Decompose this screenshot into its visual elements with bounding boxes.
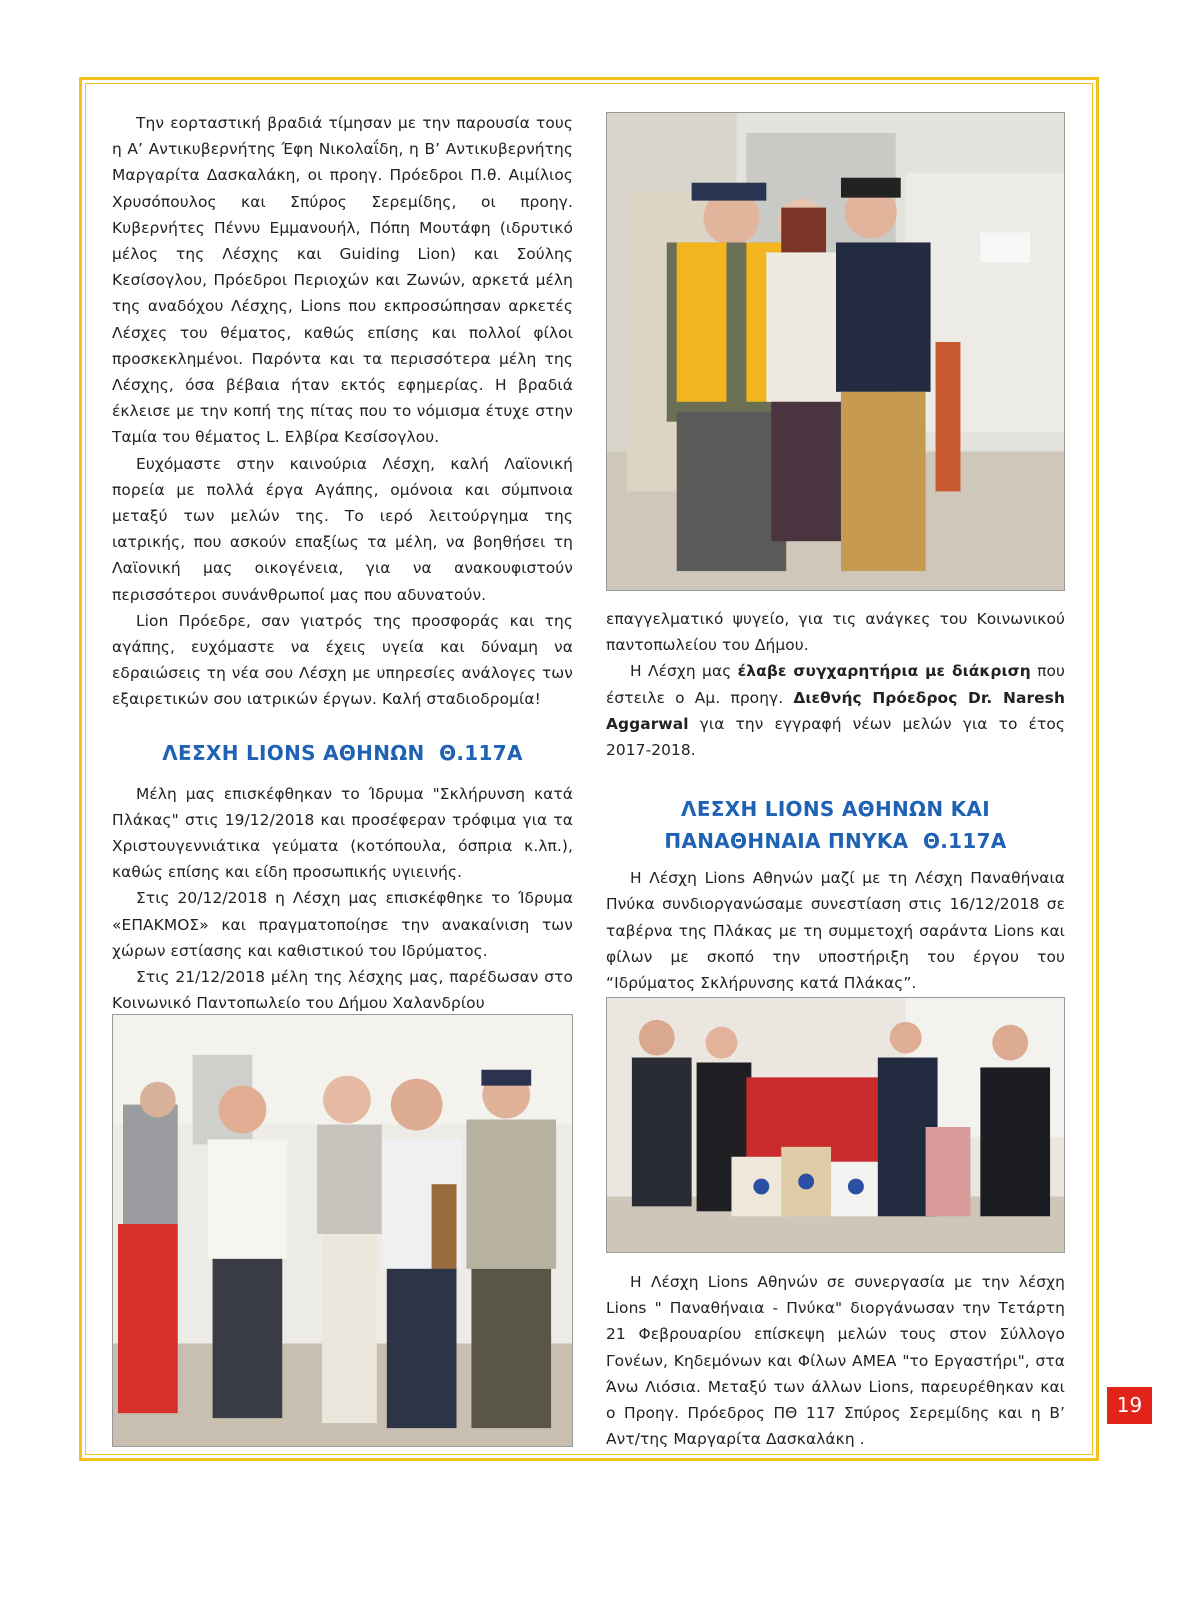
photo-group-visit xyxy=(112,1014,573,1447)
photo-three-people-refrigerator xyxy=(606,112,1065,591)
paragraph: Στις 21/12/2018 μέλη της λέσχης μας, παρέδωσαν στο Κοινωνικό Παντοπωλείο του Δήμου Χαλανδρίου xyxy=(112,968,573,1013)
right-column xyxy=(606,606,1065,996)
paragraph: Την εορταστική βραδιά τίμησαν με την παρουσία τους η Α’ Αντικυβερνήτης Έφη Νικολαΐδη, η Β’ Αντικυβερνήτης Μαργαρίτα Δασκαλάκη, οι προηγ. Πρόεδροι Π.θ. Αιμίλιος Χρυσόπουλος και Σπύρος Σερεμίδης, οι προηγ. Κυβερνήτες Πέννυ Εμμανουήλ, Πόπη Μουτάφη (ιδρυτικό μέλος της Λέσχης και Guiding Lion) και Σούλης Κεσίσογλου, Πρόεδροι Περιοχών και Ζωνών, αρκετά μέλη της αναδόχου Λέσχης, Lions που εκπροσώπησαν αρκετές Λέσχες του θέματος, καθώς επίσης και πολλοί φίλοι προσκεκλημένοι. Παρόντα και τα περισσότερα μέλη της Λέσχης, όσα βέβαια ήταν εκτός εφημερίας. Η βραδιά έκλεισε με την κοπή της πίτας που το νόμισμα έτυχε στην Ταμία του θέματος L. Ελβίρα Κεσίσογλου. xyxy=(112,114,573,447)
text: Η Λέσχη μας xyxy=(630,662,738,681)
left-column xyxy=(112,110,573,1017)
text-bold: έλαβε συγχαρητήρια με διάκριση xyxy=(737,662,1031,681)
paragraph: Ευχόμαστε στην καινούρια Λέσχη, καλή Λαϊονική πορεία με πολλά έργα Αγάπης, ομόνοια και σύμπνοια μεταξύ των μελών της. Το ιερό λειτούργημα της ιατρικής, που ασκούν επαξίως τα μέλη, να βοηθήσει τη Λαϊονική μας οικογένεια, για να ανακουφιστούν περισσότεροι συνάνθρωποί μας που αδυνατούν. xyxy=(112,454,573,604)
paragraph: Lion Πρόεδρε, σαν γιατρός της προσφοράς και της αγάπης, ευχόμαστε να έχεις υγεία και δύναμη να εδραιώσεις τη νέα σου Λέσχη με υπηρεσίες ανάλογες των εξαιρετικών σου ιατρικών έργων. Καλή σταδιοδρομία! xyxy=(112,611,573,709)
paragraph: Στις 20/12/2018 η Λέσχη μας επισκέφθηκε το Ίδρυμα «ΕΠΑΚΜΟΣ» και πραγματοποίησε την ανακαίνιση των χώρων εστίασης και καθιστικού του Ιδρύματος. xyxy=(112,889,573,960)
section-heading: ΛΕΣΧΗ LIONS ΑΘΗΝΩΝ Θ.117Α xyxy=(162,740,523,765)
paragraph-award xyxy=(606,658,1065,763)
text: που έστειλε ο Αμ. προηγ. xyxy=(606,662,1065,707)
page-number: 19 xyxy=(1107,1387,1152,1424)
right-column-bottom xyxy=(606,1269,1065,1452)
heading-line: ΠΑΝΑΘΗΝΑΙΑ ΠΝΥΚΑ Θ.117Α xyxy=(664,829,1007,854)
heading-line: ΛΕΣΧΗ LIONS ΑΘΗΝΩΝ ΚΑΙ xyxy=(681,797,990,822)
paragraph: Η Λέσχη Lions Αθηνών σε συνεργασία με την λέσχη Lions " Παναθήναια - Πνύκα" διοργάνωσαν την Τετάρτη 21 Φεβρουαρίου επίσκεψη μελών τους στον Σύλλογο Γονέων, Κηδεμόνων και Φίλων ΑΜΕΑ "το Εργαστήρι", στα Άνω Λιόσια. Μεταξύ των άλλων Lions, παρευρέθηκαν και ο Προηγ. Πρόεδρος ΠΘ 117 Σπύρος Σερεμίδης και η Β’ Αντ/της Μαργαρίτα Δασκαλάκη . xyxy=(606,1273,1065,1449)
text: για την εγγραφή νέων μελών για το έτος 2017-2018. xyxy=(606,714,1065,760)
paragraph: Η Λέσχη Lions Αθηνών μαζί με τη Λέσχη Παναθήναια Πνύκα συνδιοργανώσαμε συνεστίαση στις 16/12/2018 σε ταβέρνα της Πλάκας με τη συμμετοχή σαράντα Lions και φίλων με σκοπό την υποστήριξη του έργου του “Ιδρύματος Σκλήρυνσης κατά Πλάκας”. xyxy=(606,869,1065,993)
paragraph: Μέλη μας επισκέφθηκαν το Ίδρυμα "Σκλήρυνση κατά Πλάκας" στις 19/12/2018 και προσέφεραν τρόφιμα για τα Χριστουγεννιάτικα γεύματα (κοτόπουλα, όσπρια κ.λπ.), καθώς επίσης και είδη προσωπικής υγιεινής. xyxy=(112,784,573,882)
paragraph: επαγγελματικό ψυγείο, για τις ανάγκες του Κοινωνικού παντοπωλείου του Δήμου. xyxy=(606,610,1065,655)
photo-donation-boxes xyxy=(606,997,1065,1253)
text-bold: Διεθνής Πρόεδρος Dr. Naresh Aggarwal xyxy=(606,688,1065,733)
section-heading xyxy=(606,793,1065,857)
